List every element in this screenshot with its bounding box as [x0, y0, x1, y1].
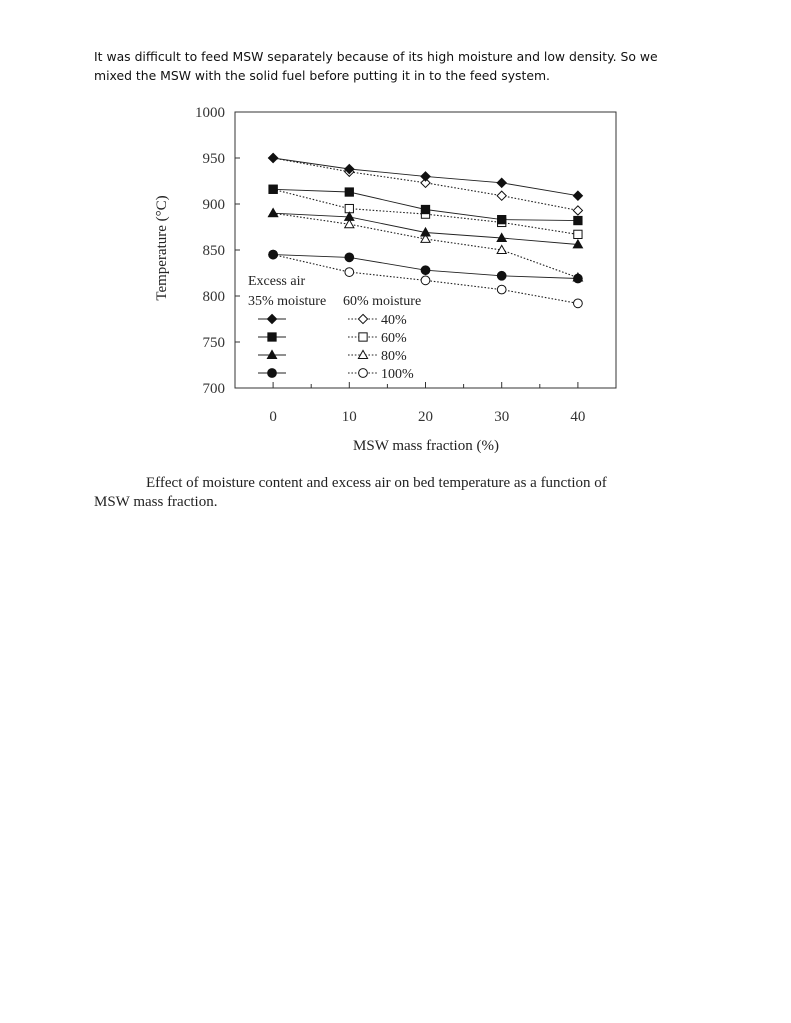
diamond-marker [267, 314, 276, 323]
figure-caption [94, 474, 674, 512]
y-tick-label: 700 [202, 381, 225, 397]
legend-col2-header: 60% moisture [343, 294, 422, 309]
x-tick-label: 20 [418, 409, 433, 425]
circle-marker [421, 276, 430, 285]
circle-marker [574, 274, 583, 283]
circle-marker [345, 253, 354, 262]
triangle-marker [345, 220, 354, 228]
x-tick-label: 0 [269, 409, 277, 425]
y-tick-label: 750 [202, 335, 225, 351]
caption-line-2: MSW mass fraction. [94, 494, 218, 510]
intro-paragraph [94, 47, 694, 85]
square-marker [345, 188, 353, 196]
series-group [269, 153, 583, 307]
circle-marker [345, 268, 354, 277]
square-marker [359, 333, 367, 341]
x-tick-label: 40 [570, 409, 586, 425]
x-axis-label: MSW mass fraction (%) [353, 438, 499, 454]
diamond-marker [421, 172, 430, 181]
legend [248, 274, 421, 382]
diamond-marker [573, 191, 582, 200]
plot-frame [235, 112, 616, 388]
intro-line-2: mixed the MSW with the solid fuel before putting it in to the feed system. [94, 68, 550, 83]
diamond-marker [573, 206, 582, 215]
legend-row-label: 80% [381, 349, 407, 364]
y-tick-label: 900 [202, 197, 225, 213]
legend-row-label: 60% [381, 331, 407, 346]
intro-line-1: It was difficult to feed MSW separately because of its high moisture and low density. So we [94, 49, 658, 64]
caption-line-1: Effect of moisture content and excess air on bed temperature as a function of [146, 475, 607, 491]
y-tick-label: 1000 [195, 105, 225, 121]
circle-marker [574, 299, 583, 308]
circle-marker [497, 285, 506, 294]
y-tick-label: 850 [202, 243, 225, 259]
circle-marker [421, 266, 430, 275]
square-marker [498, 216, 506, 224]
triangle-marker [358, 350, 367, 358]
legend-title: Excess air [248, 274, 306, 289]
triangle-marker [267, 350, 276, 358]
legend-row-label: 40% [381, 313, 407, 328]
y-axis-label: Temperature (°C) [154, 195, 170, 301]
legend-col1-header: 35% moisture [248, 294, 327, 309]
circle-marker [359, 369, 368, 378]
diamond-marker [269, 153, 278, 162]
legend-row-label: 100% [381, 367, 414, 382]
diamond-marker [497, 191, 506, 200]
y-tick-label: 950 [202, 151, 225, 167]
square-marker [574, 230, 582, 238]
diamond-marker [358, 314, 367, 323]
square-marker [268, 333, 276, 341]
square-marker [574, 216, 582, 224]
x-tick-label: 10 [341, 409, 357, 425]
square-marker [269, 185, 277, 193]
x-tick-label: 30 [494, 409, 510, 425]
circle-marker [497, 271, 506, 280]
temperature-chart [140, 100, 640, 465]
circle-marker [268, 369, 277, 378]
triangle-marker [269, 209, 278, 217]
circle-marker [269, 250, 278, 259]
diamond-marker [497, 178, 506, 187]
square-marker [421, 205, 429, 213]
y-tick-label: 800 [202, 289, 225, 305]
